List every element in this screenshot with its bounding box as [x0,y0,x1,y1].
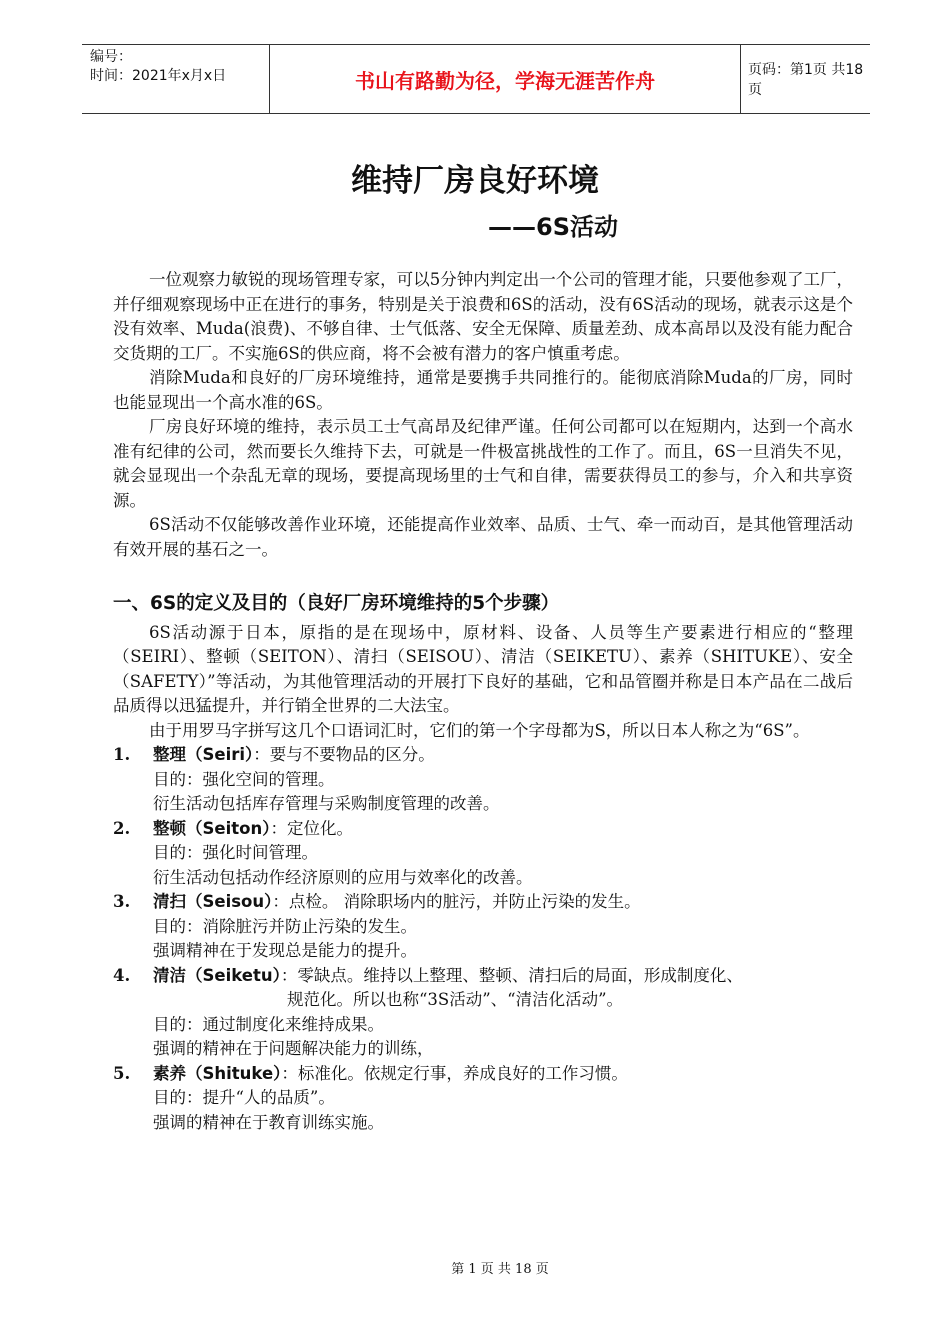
definition-list [113,743,853,1135]
item-desc: ：要与不要物品的区分。 [253,745,435,764]
list-item [113,890,853,964]
item-number: 3. [113,892,131,911]
header-motto: 书山有路勤为径，学海无涯苦作舟 [270,45,741,113]
item-term: 整理（Seiri） [153,745,254,764]
header-time: 时间：2021年x月x日 [90,68,227,84]
item-number: 1. [113,745,131,764]
page-footer: 第 1 页 共 18 页 [451,1262,549,1277]
item-line: 衍生活动包括库存管理与采购制度管理的改善。 [153,794,500,813]
item-line: 目的：强化时间管理。 [153,843,318,862]
item-desc: ：零缺点。维持以上整理、整顿、清扫后的局面，形成制度化、 [280,965,743,985]
item-continuation: 规范化。所以也称“3S活动”、“清洁化活动”。 [287,990,624,1009]
item-number: 5. [113,1063,131,1083]
document-body [113,268,853,1135]
item-desc: ：点检。 消除职场内的脏污，并防止污染的发生。 [272,892,641,911]
document-title: 维持厂房良好环境 [351,163,599,199]
intro-paragraph: 6S活动不仅能够改善作业环境，还能提高作业效率、品质、士气、牵一而动百，是其他管理活动有效开展的基石之一。 [113,515,853,559]
list-item [113,1062,853,1136]
item-term: 整顿（Seiton） [153,818,271,838]
intro-paragraph: 一位观察力敏锐的现场管理专家，可以5分钟内判定出一个公司的管理才能，只要他参观了工厂，并仔细观察现场中正在进行的事务，特别是关于浪费和6S的活动，没有6S活动的现场，就表示这是个没有效率、Muda(浪费)、不够自律、士气低落、安全无保障、质量差劲、成本高昂以及没有能力配合交货期的工厂。不实施6S的供应商，将不会被有潜力的客户慎重考虑。 [113,270,853,363]
item-line: 目的：提升“人的品质”。 [153,1088,335,1107]
item-line: 目的：强化空间的管理。 [153,769,335,789]
item-line: 目的：通过制度化来维持成果。 [153,1014,384,1034]
section-paragraph: 6S活动源于日本，原指的是在现场中，原材料、设备、人员等生产要素进行相应的“整理（SEIRI）、整顿（SEITON）、清扫（SEISOU）、清洁（SEIKETU）、素养（SHITUKE）、安全（SAFETY）”等活动，为其他管理活动的开展打下良好的基础，它和品管圈并称是日本产品在二战后品质得以迅猛提升，并行销全世界的二大法宝。 [113,622,853,715]
page-header [82,44,870,114]
header-meta [82,45,270,113]
header-number: 编号： [90,49,132,65]
item-desc: ：定位化。 [270,818,353,838]
header-page: 页码：第1页 共18页 [748,62,864,98]
list-item [113,964,853,1062]
list-item [113,817,853,891]
item-line: 衍生活动包括动作经济原则的应用与效率化的改善。 [153,867,533,887]
document-subtitle: ——6S活动 [488,213,618,241]
intro-paragraph: 厂房良好环境的维持，表示员工士气高昂及纪律严谨。任何公司都可以在短期内，达到一个高水准有纪律的公司，然而要长久维持下去，可就是一件极富挑战性的工作了。而且，6S一旦消失不见，就会显现出一个杂乱无章的现场，要提高现场里的士气和自律，需要获得员工的参与，介入和共享资源。 [113,417,853,510]
item-term: 清洁（Seiketu） [153,965,281,985]
intro-paragraph: 消除Muda和良好的厂房环境维持，通常是要携手共同推行的。能彻底消除Muda的厂房，同时也能显现出一个高水准的6S。 [113,368,853,412]
section-heading: 一、6S的定义及目的（良好厂房环境维持的5个步骤） [113,593,560,614]
item-line: 强调精神在于发现总是能力的提升。 [153,941,417,960]
list-item [113,743,853,817]
item-desc: ：标准化。依规定行事，养成良好的工作习惯。 [281,1063,628,1083]
item-term: 清扫（Seisou） [153,892,273,911]
item-term: 素养（Shituke） [153,1063,282,1083]
item-line: 强调的精神在于问题解决能力的训练， [153,1039,434,1058]
section-paragraph: 由于用罗马字拼写这几个口语词汇时，它们的第一个字母都为S，所以日本人称之为“6S”。 [149,720,810,740]
item-line: 强调的精神在于教育训练实施。 [153,1112,384,1132]
item-number: 4. [113,965,131,985]
item-line: 目的：消除脏污并防止污染的发生。 [153,916,417,936]
item-number: 2. [113,818,131,838]
